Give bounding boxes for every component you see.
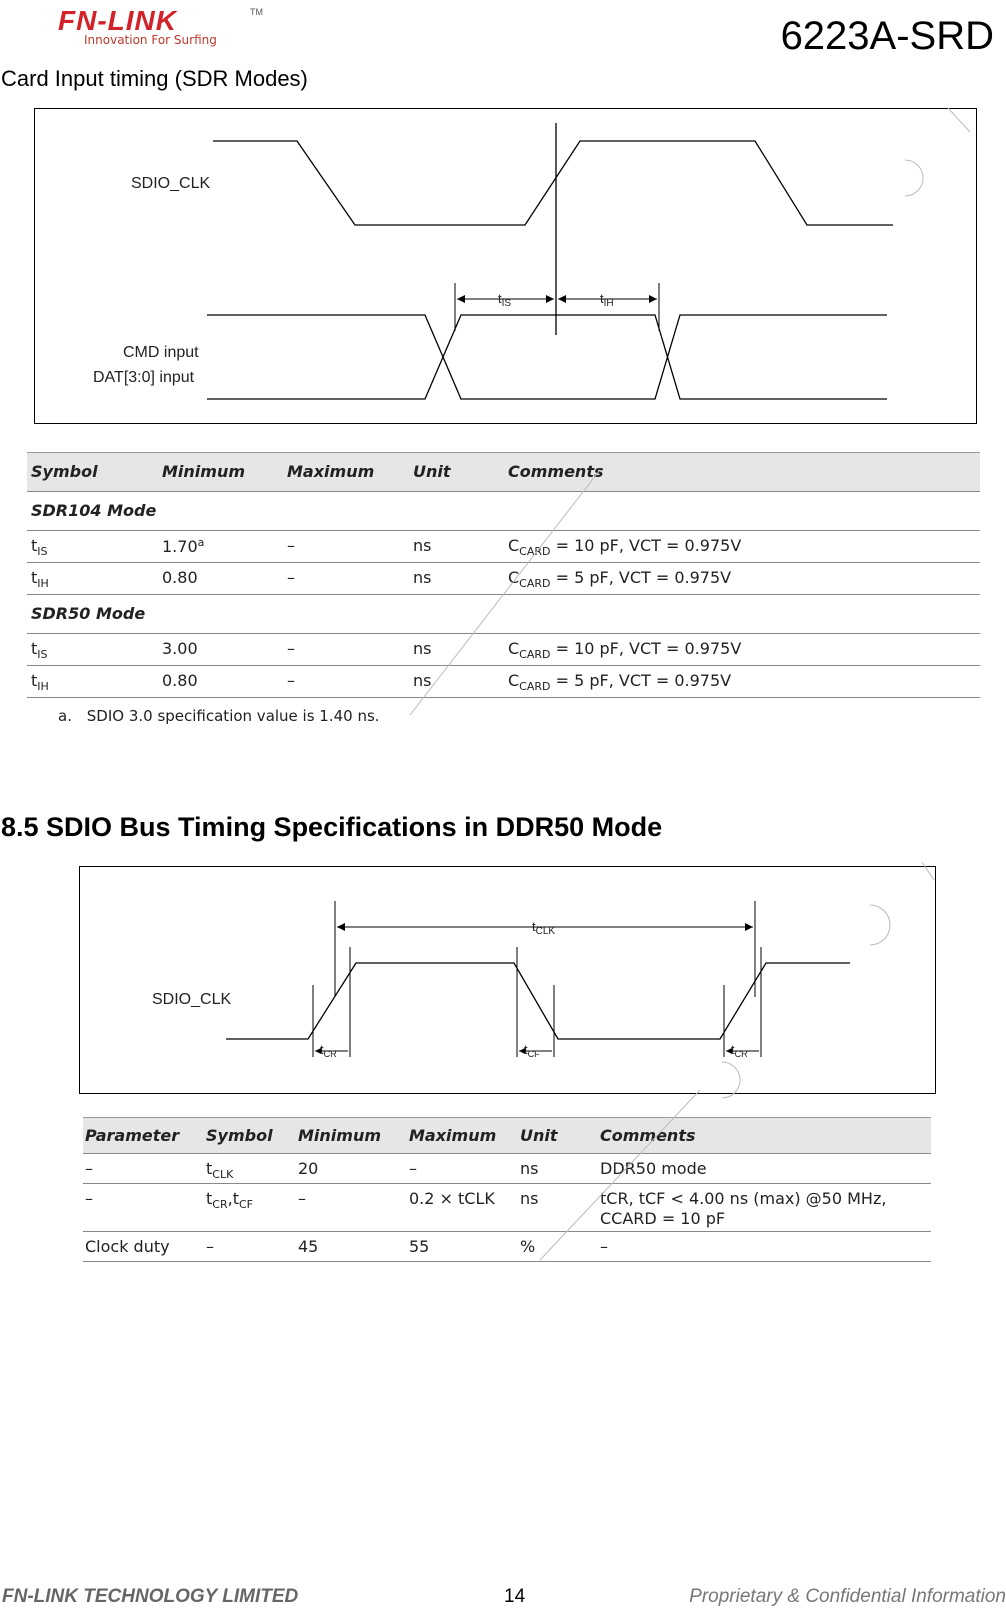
comment-cell-line2: CCARD = 10 pF: [600, 1209, 726, 1228]
col-header: Unit: [413, 462, 451, 481]
brand-logo: [58, 6, 278, 48]
unit-cell: ns: [520, 1159, 539, 1178]
mode-label: SDR104 Mode: [31, 501, 157, 520]
clk-label: SDIO_CLK: [131, 175, 211, 192]
data-waveform-top: [207, 315, 887, 399]
symbol-cell: $t_{CLK}$: [206, 1159, 234, 1181]
symbol-cell: $t_{IH}$: [31, 671, 49, 693]
tclk-label: $t_{CLK}$: [532, 919, 556, 937]
brand-tagline: Innovation For Surfing: [84, 33, 217, 47]
page-number: 14: [504, 1586, 526, 1607]
min-cell: 0.80: [162, 671, 198, 690]
col-header: Comments: [600, 1126, 696, 1145]
clk-waveform: [226, 963, 850, 1039]
param-cell: Clock duty: [85, 1237, 170, 1256]
symbol-cell: $t_{IH}$: [31, 568, 49, 590]
ddr50-timing-table: [83, 1117, 931, 1262]
max-cell: 55: [409, 1237, 430, 1256]
table-header: [83, 1117, 931, 1154]
col-header: Symbol: [206, 1126, 273, 1145]
min-cell: 45: [298, 1237, 319, 1256]
table-row: [27, 666, 980, 698]
param-cell: –: [85, 1159, 93, 1178]
tcf-label: $t_{CF}$: [524, 1042, 540, 1059]
trademark-mark: TM: [250, 7, 263, 17]
unit-cell: ns: [520, 1189, 539, 1208]
comment-cell: $C_{CARD} = 10$ pF, VCT = 0.975V: [508, 639, 742, 661]
table-header: [27, 452, 980, 492]
max-cell: –: [287, 671, 295, 690]
footer-notice: Proprietary & Confidential Information: [689, 1586, 1006, 1607]
table-row: [83, 1232, 931, 1262]
col-header: Parameter: [85, 1126, 180, 1145]
param-cell: –: [85, 1189, 93, 1208]
min-cell: 20: [298, 1159, 319, 1178]
col-header: Maximum: [409, 1126, 497, 1145]
brand-name: FN-LINK: [58, 6, 177, 36]
min-cell: 0.80: [162, 568, 198, 587]
symbol-cell: $t_{CR},t_{CF}$: [206, 1189, 253, 1211]
clk-waveform: [213, 141, 893, 225]
section-subtitle: Card Input timing (SDR Modes): [1, 66, 308, 91]
table-row: [27, 634, 980, 666]
comment-cell: –: [600, 1237, 608, 1256]
symbol-cell: –: [206, 1237, 214, 1256]
comment-cell: DDR50 mode: [600, 1159, 707, 1178]
sdr-timing-table: [27, 452, 980, 698]
max-cell: –: [409, 1159, 417, 1178]
dat-label: DAT[3:0] input: [93, 369, 195, 386]
min-cell: 3.00: [162, 639, 198, 658]
footnote-text: SDIO 3.0 specification value is 1.40 ns.: [86, 707, 380, 725]
symbol-cell: $t_{IS}$: [31, 536, 48, 558]
unit-cell: ns: [413, 568, 432, 587]
footer-company: FN-LINK TECHNOLOGY LIMITED: [2, 1586, 299, 1607]
document-code: 6223A-SRD: [780, 14, 994, 58]
clk-label: SDIO_CLK: [152, 991, 232, 1008]
min-cell: 1.70$^a$: [162, 536, 205, 556]
mode-label: SDR50 Mode: [31, 604, 146, 623]
unit-cell: ns: [413, 671, 432, 690]
comment-cell: $C_{CARD} = 5$ pF, VCT = 0.975V: [508, 671, 732, 693]
mode-row: [27, 492, 980, 531]
cmd-label: CMD input: [123, 344, 199, 361]
max-cell: –: [287, 568, 295, 587]
unit-cell: ns: [413, 639, 432, 658]
min-cell: –: [298, 1189, 306, 1208]
mode-row: [27, 595, 980, 634]
table-footnote: [58, 707, 380, 725]
comment-cell: tCR, tCF < 4.00 ns (max) @50 MHz,: [600, 1189, 887, 1208]
unit-cell: %: [520, 1237, 536, 1256]
table-row: [27, 563, 980, 595]
data-waveform-bottom: [207, 315, 887, 399]
comment-cell: $C_{CARD} = 10$ pF, VCT = 0.975V: [508, 536, 742, 558]
sdr-timing-diagram: [34, 108, 977, 424]
table-row: [83, 1184, 931, 1232]
max-cell: –: [287, 639, 295, 658]
tcr-label: $t_{CR}$: [320, 1042, 337, 1059]
tih-label: $t_{IH}$: [600, 291, 614, 309]
ddr50-timing-diagram: [79, 866, 936, 1094]
footnote-mark: a.: [58, 707, 72, 725]
tis-label: $t_{IS}$: [498, 291, 512, 309]
col-header: Minimum: [162, 462, 246, 481]
max-cell: –: [287, 536, 295, 555]
table-row: [83, 1154, 931, 1184]
table-row: [27, 531, 980, 563]
col-header: Comments: [508, 462, 604, 481]
comment-cell: $C_{CARD} = 5$ pF, VCT = 0.975V: [508, 568, 732, 590]
col-header: Maximum: [287, 462, 375, 481]
col-header: Minimum: [298, 1126, 382, 1145]
tcr-label: $t_{CR}$: [731, 1042, 748, 1059]
unit-cell: ns: [413, 536, 432, 555]
section-heading: 8.5 SDIO Bus Timing Specifications in DDR50 Mode: [1, 812, 663, 842]
col-header: Unit: [520, 1126, 558, 1145]
symbol-cell: $t_{IS}$: [31, 639, 48, 661]
col-header: Symbol: [31, 462, 98, 481]
max-cell: 0.2 × tCLK: [409, 1189, 495, 1208]
